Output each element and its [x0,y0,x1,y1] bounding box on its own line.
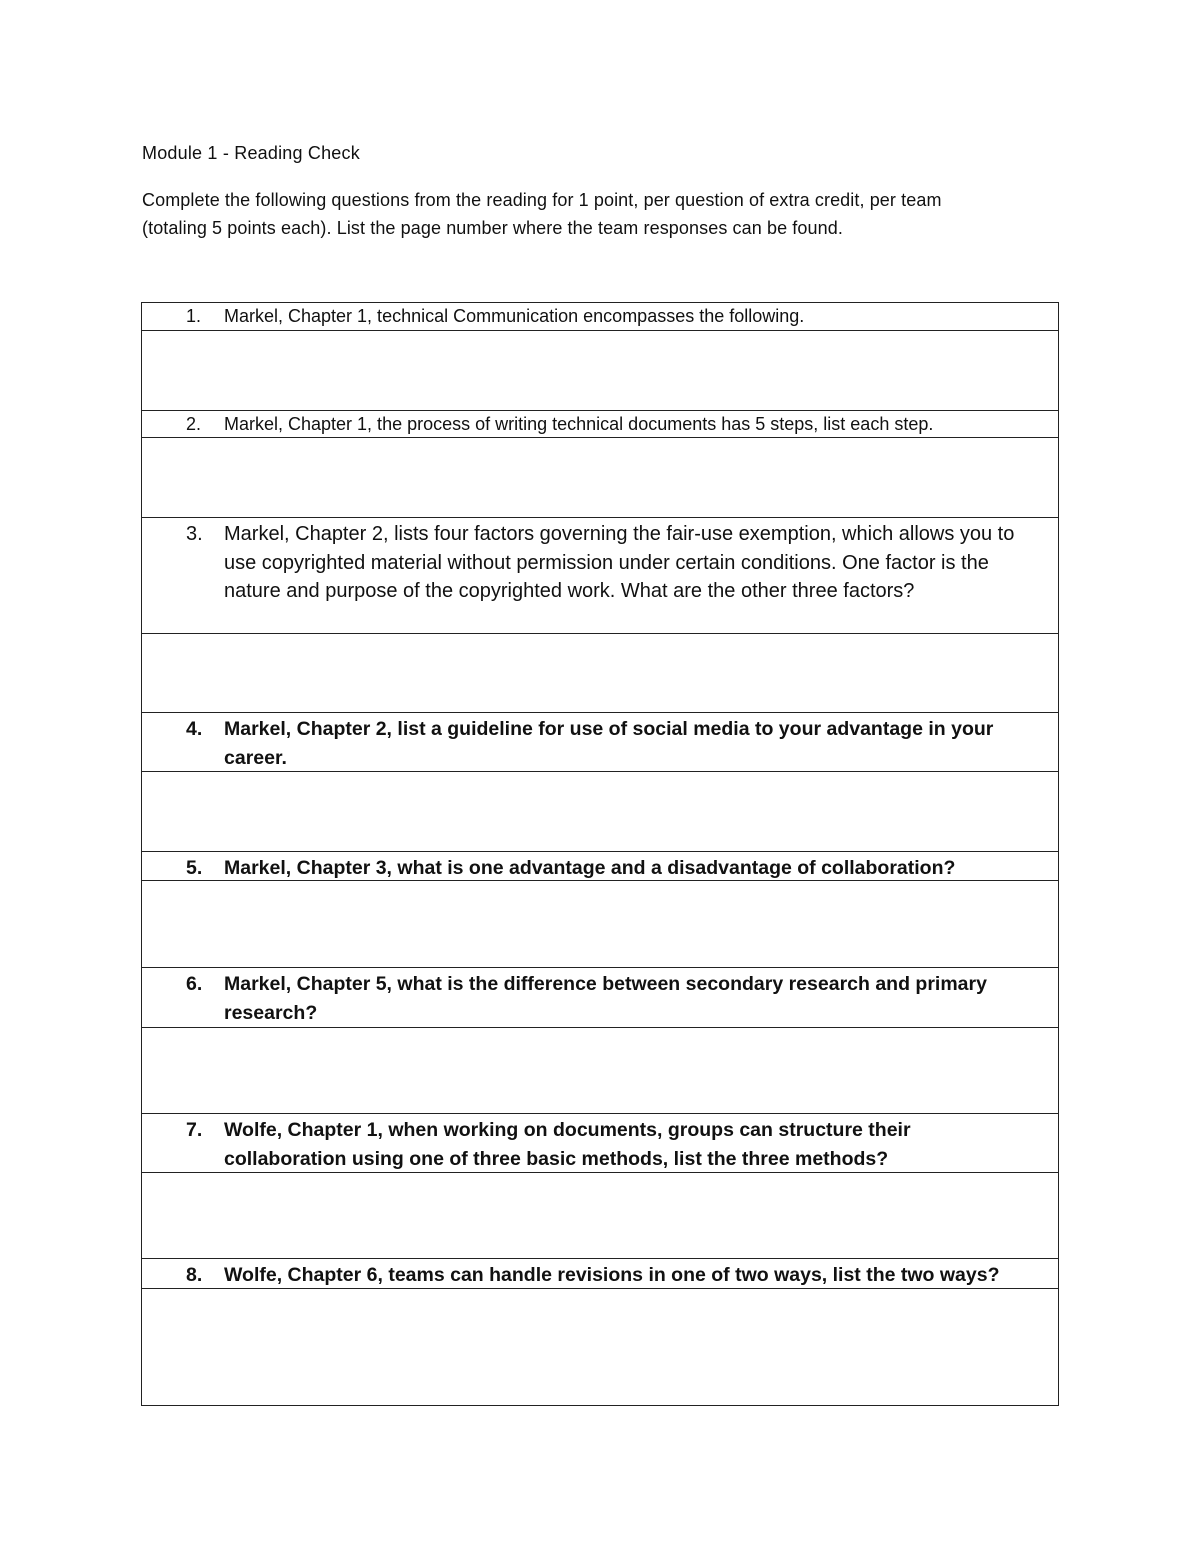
question-number: 1. [186,306,202,326]
answer-cell[interactable] [142,438,1058,518]
question-number: 2. [186,414,202,434]
question-row [142,1259,1058,1289]
question-row [142,411,1058,438]
question-number: 5. [186,857,203,879]
question-text: Markel, Chapter 1, technical Communication encompasses the following. [224,306,805,326]
question-row [142,303,1058,331]
question-number: 7. [186,1119,203,1141]
question-text: Markel, Chapter 5, what is the difference between secondary research and primary research? [224,973,987,1024]
answer-cell[interactable] [142,1028,1058,1114]
question-number: 8. [186,1264,203,1286]
question-row [142,852,1058,881]
question-text: Wolfe, Chapter 1, when working on documents, groups can structure their collaboration using one of three basic methods, list the three methods? [224,1119,911,1170]
instructions-line-1: Complete the following questions from the reading for 1 point, per question of extra credit, per team [142,190,942,210]
question-row [142,518,1058,634]
answer-cell[interactable] [142,331,1058,411]
answer-cell[interactable] [142,634,1058,713]
question-row [142,968,1058,1028]
question-row [142,1114,1058,1173]
question-row [142,713,1058,772]
answer-cell[interactable] [142,1289,1058,1405]
question-text: Markel, Chapter 3, what is one advantage and a disadvantage of collaboration? [224,857,956,879]
page-title: Module 1 - Reading Check [142,143,360,163]
question-text: Wolfe, Chapter 6, teams can handle revisions in one of two ways, list the two ways? [224,1264,1000,1286]
question-number: 3. [186,523,203,545]
answer-cell[interactable] [142,772,1058,852]
answer-cell[interactable] [142,881,1058,968]
answer-cell[interactable] [142,1173,1058,1259]
questions-table [141,302,1059,1406]
question-text: Markel, Chapter 2, lists four factors governing the fair-use exemption, which allows you to use copyrighted material without permission under certain conditions. One factor is the nature and purpose of the copyrighted work. What are the other three factors? [224,523,1015,602]
instructions [142,186,1042,242]
question-number: 6. [186,973,203,995]
question-number: 4. [186,718,203,740]
question-text: Markel, Chapter 2, list a guideline for use of social media to your advantage in your career. [224,718,994,769]
question-text: Markel, Chapter 1, the process of writing technical documents has 5 steps, list each step. [224,414,934,434]
instructions-line-2: (totaling 5 points each). List the page number where the team responses can be found. [142,218,843,238]
